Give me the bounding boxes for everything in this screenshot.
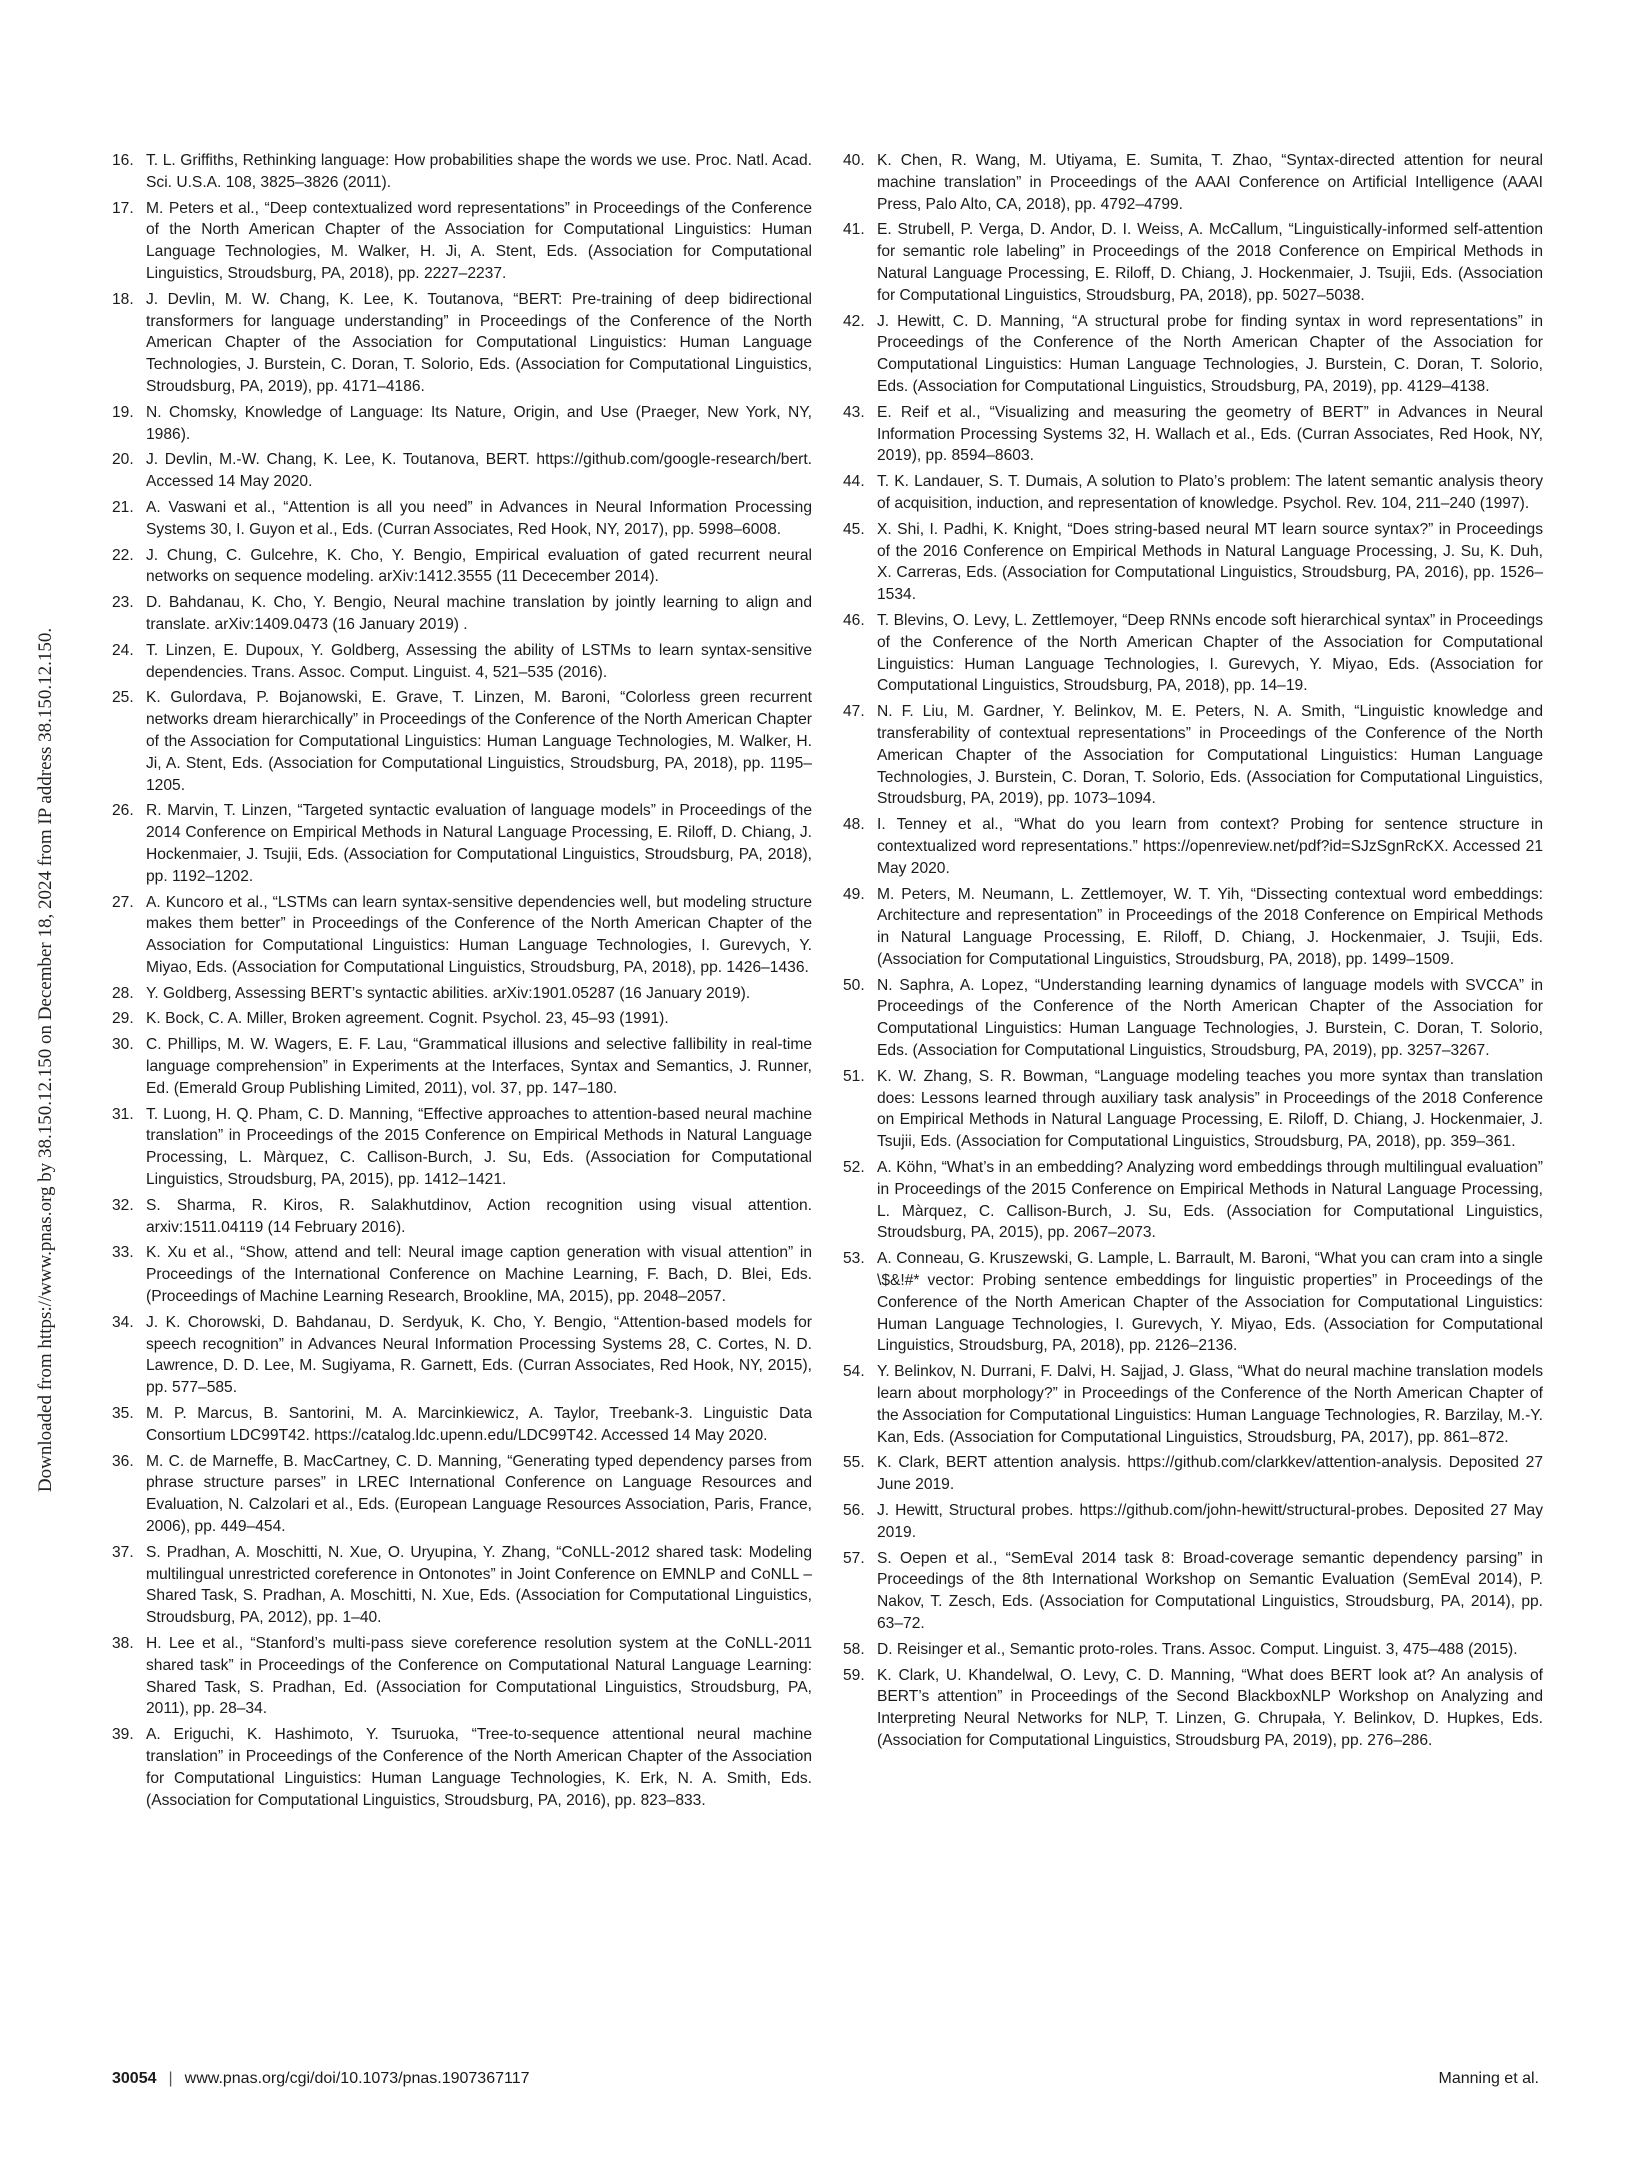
- reference-text: J. Chung, C. Gulcehre, K. Cho, Y. Bengio, Empirical evaluation of gated recurrent neural networks on sequence modeling. arXiv:1412.3555 (11 Dececember 2014).: [146, 546, 812, 586]
- reference-text: S. Oepen et al., “SemEval 2014 task 8: Broad-coverage semantic dependency parsing” in Proceedings of the 8th International Workshop on Semantic Evaluation (SemEval 2014), P. Nakov, T. Zesch, Eds. (Association for Computational Linguistics, Stroudsburg, PA, 2014), pp. 63–72.: [877, 1549, 1543, 1632]
- reference-number: 28.: [112, 984, 134, 1002]
- reference-number: 53.: [843, 1250, 865, 1268]
- reference-item: [112, 592, 812, 636]
- reference-text: T. L. Griffiths, Rethinking language: How probabilities shape the words we use. Proc. Natl. Acad. Sci. U.S.A. 108, 3825–3826 (2011).: [146, 152, 812, 191]
- reference-text: J. Hewitt, Structural probes. https://github.com/john-hewitt/structural-probes. Deposited 27 May 2019.: [877, 1502, 1543, 1541]
- reference-text: A. Kuncoro et al., “LSTMs can learn syntax-sensitive dependencies well, but modeling structure makes them better” in Proceedings of the Conference of the North American Chapter of the Association for Computational Linguistics: Human Language Technologies, I. Gurevych, Y. Miyao, Eds. (Association for Computational Linguistics, Stroudsburg, PA, 2018), pp. 1426–1436.: [146, 893, 812, 976]
- reference-number: 48.: [843, 816, 865, 834]
- footer-separator: |: [168, 2070, 173, 2087]
- reference-number: 27.: [112, 893, 134, 911]
- reference-item: [112, 1312, 812, 1399]
- reference-item: [843, 150, 1543, 215]
- reference-item: [112, 687, 812, 796]
- reference-number: 26.: [112, 802, 134, 820]
- reference-item: [112, 1008, 812, 1030]
- reference-item: [112, 289, 812, 398]
- reference-text: D. Reisinger et al., Semantic proto-roles. Trans. Assoc. Comput. Linguist. 3, 475–488 (2015).: [877, 1640, 1518, 1658]
- reference-number: 51.: [843, 1067, 865, 1085]
- reference-number: 59.: [843, 1666, 865, 1684]
- reference-number: 25.: [112, 689, 134, 707]
- reference-item: [843, 1500, 1543, 1544]
- reference-text: M. Peters, M. Neumann, L. Zettlemoyer, W. T. Yih, “Dissecting contextual word embeddings: Architecture and representation” in Proceedings of the 2018 Conference on Empirical Methods in Natural Language Processing, E. Riloff, D. Chiang, J. Hockenmaier, J. Tsujii, Eds. (Association for Computational Linguistics, Stroudsburg, PA, 2018), pp. 1499–1509.: [877, 885, 1543, 968]
- reference-text: J. K. Chorowski, D. Bahdanau, D. Serdyuk, K. Cho, Y. Bengio, “Attention-based models for speech recognition” in Advances Neural Information Processing Systems 28, C. Cortes, N. D. Lawrence, D. D. Lee, M. Sugiyama, R. Garnett, Eds. (Curran Associates, Red Hook, NY, 2015), pp. 577–585.: [146, 1313, 812, 1397]
- footer-authors: Manning et al.: [1438, 2070, 1539, 2087]
- reference-number: 33.: [112, 1244, 134, 1262]
- reference-number: 37.: [112, 1543, 134, 1561]
- reference-text: X. Shi, I. Padhi, K. Knight, “Does string-based neural MT learn source syntax?” in Proceedings of the 2016 Conference on Empirical Methods in Natural Language Processing, J. Su, K. Duh, X. Carreras, Eds. (Association for Computational Linguistics, Stroudsburg, PA, 2016), pp. 1526–1534.: [877, 520, 1543, 604]
- reference-item: [843, 1452, 1543, 1496]
- reference-number: 43.: [843, 403, 865, 421]
- reference-text: E. Strubell, P. Verga, D. Andor, D. I. Weiss, A. McCallum, “Linguistically-informed self-attention for semantic role labeling” in Proceedings of the 2018 Conference on Empirical Methods in Natural Language Processing, E. Riloff, D. Chiang, J. Hockenmaier, J. Tsujii, Eds. (Association for Computational Linguistics, Stroudsburg, PA, 2018), pp. 5027–5038.: [877, 221, 1543, 304]
- reference-text: K. Gulordava, P. Bojanowski, E. Grave, T. Linzen, M. Baroni, “Colorless green recurrent networks dream hierarchically” in Proceedings of the Conference of the North American Chapter of the Association for Computational Linguistics: Human Language Technologies, M. Walker, H. Ji, A. Stent, Eds. (Association for Computational Linguistics, Stroudsburg, PA, 2018), pp. 1195–1205.: [146, 689, 812, 794]
- reference-text: N. F. Liu, M. Gardner, Y. Belinkov, M. E. Peters, N. A. Smith, “Linguistic knowledge and transferability of contextual representations” in Proceedings of the Conference of the North American Chapter of the Association for Computational Linguistics: Human Language Technologies, J. Burstein, C. Doran, T. Solorio, Eds. (Association for Computational Linguistics, Stroudsburg, PA, 2019), pp. 1073–1094.: [877, 703, 1543, 808]
- reference-number: 56.: [843, 1502, 865, 1520]
- reference-number: 30.: [112, 1036, 134, 1054]
- references-right-column: [843, 150, 1543, 1756]
- reference-item: [112, 1403, 812, 1447]
- reference-item: [112, 449, 812, 493]
- page-footer: [112, 2070, 1539, 2088]
- reference-item: [112, 1104, 812, 1191]
- reference-text: A. Vaswani et al., “Attention is all you need” in Advances in Neural Information Processing Systems 30, I. Guyon et al., Eds. (Curran Associates, Red Hook, NY, 2017), pp. 5998–6008.: [146, 498, 812, 538]
- reference-text: T. Luong, H. Q. Pham, C. D. Manning, “Effective approaches to attention-based neural machine translation” in Proceedings of the 2015 Conference on Empirical Methods in Natural Language Processing, L. Màrquez, C. Callison-Burch, J. Su, Eds. (Association for Computational Linguistics, Stroudsburg, PA, 2015), pp. 1412–1421.: [146, 1105, 812, 1189]
- reference-text: C. Phillips, M. W. Wagers, E. F. Lau, “Grammatical illusions and selective fallibility in real-time language comprehension” in Experiments at the Interfaces, Syntax and Semantics, J. Runner, Ed. (Emerald Group Publishing Limited, 2011), vol. 37, pp. 147–180.: [146, 1036, 812, 1097]
- reference-text: A. Conneau, G. Kruszewski, G. Lample, L. Barrault, M. Baroni, “What you can cram into a single \$&!#* vector: Probing sentence embeddings for linguistic properties” in Proceedings of the Conference of the North American Chapter of the Association for Computational Linguistics: Human Language Technologies, I. Gurevych, Y. Miyao, Eds. (Association for Computational Linguistics, Stroudsburg, PA, 2018), pp. 2126–2136.: [877, 1250, 1543, 1355]
- reference-item: [843, 1157, 1543, 1244]
- reference-number: 35.: [112, 1405, 134, 1423]
- reference-text: K. Clark, U. Khandelwal, O. Levy, C. D. Manning, “What does BERT look at? An analysis of BERT’s attention” in Proceedings of the Second BlackboxNLP Workshop on Analyzing and Interpreting Neural Networks for NLP, T. Linzen, G. Chrupała, Y. Belinkov, D. Hupkes, Eds. (Association for Computational Linguistics, Stroudsburg PA, 2019), pp. 276–286.: [877, 1666, 1543, 1749]
- reference-text: S. Sharma, R. Kiros, R. Salakhutdinov, Action recognition using visual attention. arxiv:1511.04119 (14 February 2016).: [146, 1196, 812, 1236]
- reference-number: 49.: [843, 885, 865, 903]
- reference-number: 18.: [112, 290, 134, 308]
- reference-number: 50.: [843, 976, 865, 994]
- reference-item: [843, 1665, 1543, 1752]
- reference-number: 39.: [112, 1726, 134, 1744]
- reference-number: 32.: [112, 1196, 134, 1214]
- reference-item: [112, 1542, 812, 1629]
- page-number: 30054: [112, 2070, 157, 2087]
- reference-number: 29.: [112, 1010, 134, 1028]
- reference-item: [843, 701, 1543, 810]
- reference-number: 16.: [112, 152, 134, 169]
- reference-item: [843, 1248, 1543, 1357]
- reference-number: 23.: [112, 594, 134, 612]
- reference-item: [843, 1548, 1543, 1635]
- reference-item: [112, 1724, 812, 1811]
- reference-item: [112, 1633, 812, 1720]
- reference-number: 40.: [843, 152, 865, 169]
- reference-text: N. Chomsky, Knowledge of Language: Its Nature, Origin, and Use (Praeger, New York, NY, 1986).: [146, 403, 812, 443]
- reference-item: [843, 1361, 1543, 1448]
- reference-text: T. K. Landauer, S. T. Dumais, A solution to Plato’s problem: The latent semantic analysis theory of acquisition, induction, and representation of knowledge. Psychol. Rev. 104, 211–240 (1997).: [877, 473, 1543, 512]
- reference-item: [843, 1066, 1543, 1153]
- download-watermark: Downloaded from https://www.pnas.org by 38.150.12.150 on December 18, 2024 from IP address 38.150.12.150.: [35, 627, 56, 1493]
- reference-item: [112, 983, 812, 1005]
- reference-text: E. Reif et al., “Visualizing and measuring the geometry of BERT” in Advances in Neural Information Processing Systems 32, H. Wallach et al., Eds. (Curran Associates, Red Hook, NY, 2019), pp. 8594–8603.: [877, 403, 1543, 465]
- reference-text: H. Lee et al., “Stanford’s multi-pass sieve coreference resolution system at the CoNLL-2011 shared task” in Proceedings of the Conference on Computational Natural Language Learning: Shared Task, S. Pradhan, Ed. (Association for Computational Linguistics, Stroudsburg, PA, 2011), pp. 28–34.: [146, 1635, 812, 1718]
- reference-item: [843, 1639, 1543, 1661]
- reference-text: M. P. Marcus, B. Santorini, M. A. Marcinkiewicz, A. Taylor, Treebank-3. Linguistic Data Consortium LDC99T42. https://catalog.ldc.upenn.edu/LDC99T42. Accessed 14 May 2020.: [146, 1405, 812, 1444]
- reference-number: 20.: [112, 451, 134, 469]
- reference-item: [112, 1034, 812, 1099]
- reference-number: 58.: [843, 1640, 865, 1658]
- reference-number: 41.: [843, 221, 865, 239]
- reference-number: 47.: [843, 703, 865, 721]
- reference-text: Y. Belinkov, N. Durrani, F. Dalvi, H. Sajjad, J. Glass, “What do neural machine translation models learn about morphology?” in Proceedings of the Conference of the North American Chapter of the Association for Computational Linguistics: Human Language Technologies, R. Barzilay, M.-Y. Kan, Eds. (Association for Computational Linguistics, Stroudsburg, PA, 2017), pp. 861–872.: [877, 1363, 1543, 1446]
- reference-number: 44.: [843, 473, 865, 491]
- reference-text: A. Köhn, “What’s in an embedding? Analyzing word embeddings through multilingual evaluation” in Proceedings of the 2015 Conference on Empirical Methods in Natural Language Processing, L. Màrquez, C. Callison-Burch, J. Su, Eds. (Association for Computational Linguistics, Stroudsburg, PA, 2015), pp. 2067–2073.: [877, 1159, 1543, 1242]
- reference-number: 42.: [843, 312, 865, 330]
- reference-item: [112, 1242, 812, 1307]
- reference-item: [112, 800, 812, 887]
- reference-item: [843, 884, 1543, 971]
- reference-item: [843, 519, 1543, 606]
- reference-number: 52.: [843, 1159, 865, 1177]
- doi-link[interactable]: www.pnas.org/cgi/doi/10.1073/pnas.1907367117: [184, 2070, 530, 2087]
- reference-text: S. Pradhan, A. Moschitti, N. Xue, O. Uryupina, Y. Zhang, “CoNLL-2012 shared task: Modeling multilingual unrestricted coreference in Ontonotes” in Joint Conference on EMNLP and CoNLL – Shared Task, S. Pradhan, A. Moschitti, N. Xue, Eds. (Association for Computational Linguistics, Stroudsburg, PA, 2012), pp. 1–40.: [146, 1543, 812, 1627]
- reference-text: T. Blevins, O. Levy, L. Zettlemoyer, “Deep RNNs encode soft hierarchical syntax” in Proceedings of the Conference of the North American Chapter of the Association for Computational Linguistics: Human Language Technologies, I. Gurevych, Y. Miyao, Eds. (Association for Computational Linguistics, Stroudsburg, PA, 2018), pp. 14–19.: [877, 611, 1543, 695]
- reference-number: 57.: [843, 1549, 865, 1567]
- reference-number: 45.: [843, 520, 865, 538]
- reference-text: K. Clark, BERT attention analysis. https://github.com/clarkkev/attention-analysis. Deposited 27 June 2019.: [877, 1454, 1543, 1494]
- reference-number: 24.: [112, 641, 134, 659]
- reference-text: J. Devlin, M. W. Chang, K. Lee, K. Toutanova, “BERT: Pre-training of deep bidirectional transformers for language understanding” in Proceedings of the Conference of the North American Chapter of the Association for Computational Linguistics: Human Language Technologies, J. Burstein, C. Doran, T. Solorio, Eds. (Association for Computational Linguistics, Stroudsburg, PA, 2019), pp. 4171–4186.: [146, 290, 812, 395]
- reference-text: R. Marvin, T. Linzen, “Targeted syntactic evaluation of language models” in Proceedings of the 2014 Conference on Empirical Methods in Natural Language Processing, E. Riloff, D. Chiang, J. Hockenmaier, J. Tsujii, Eds. (Association for Computational Linguistics, Stroudsburg, PA, 2018), pp. 1192–1202.: [146, 802, 812, 885]
- reference-number: 34.: [112, 1313, 134, 1331]
- reference-item: [843, 975, 1543, 1062]
- reference-item: [112, 892, 812, 979]
- reference-number: 36.: [112, 1452, 134, 1470]
- reference-number: 19.: [112, 403, 134, 421]
- reference-item: [112, 198, 812, 285]
- reference-text: A. Eriguchi, K. Hashimoto, Y. Tsuruoka, “Tree-to-sequence attentional neural machine translation” in Proceedings of the Conference of the North American Chapter of the Association for Computational Linguistics: Human Language Technologies, K. Erk, N. A. Smith, Eds. (Association for Computational Linguistics, Stroudsburg, PA, 2016), pp. 823–833.: [146, 1726, 812, 1809]
- reference-number: 17.: [112, 199, 134, 217]
- reference-text: Y. Goldberg, Assessing BERT’s syntactic abilities. arXiv:1901.05287 (16 January 2019).: [146, 984, 751, 1002]
- reference-text: T. Linzen, E. Dupoux, Y. Goldberg, Assessing the ability of LSTMs to learn syntax-sensitive dependencies. Trans. Assoc. Comput. Linguist. 4, 521–535 (2016).: [146, 641, 812, 681]
- reference-text: N. Saphra, A. Lopez, “Understanding learning dynamics of language models with SVCCA” in Proceedings of the Conference of the North American Chapter of the Association for Computational Linguistics: Human Language Technologies, J. Burstein, C. Doran, T. Solorio, Eds. (Association for Computational Linguistics, Stroudsburg, PA, 2019), pp. 3257–3267.: [877, 976, 1543, 1060]
- reference-item: [843, 471, 1543, 515]
- reference-number: 21.: [112, 498, 134, 516]
- reference-text: K. Chen, R. Wang, M. Utiyama, E. Sumita, T. Zhao, “Syntax-directed attention for neural machine translation” in Proceedings of the AAAI Conference on Artificial Intelligence (AAAI Press, Palo Alto, CA, 2018), pp. 4792–4799.: [877, 152, 1543, 213]
- reference-item: [843, 219, 1543, 306]
- reference-item: [112, 497, 812, 541]
- reference-item: [112, 640, 812, 684]
- reference-text: I. Tenney et al., “What do you learn from context? Probing for sentence structure in contextualized word representations.” https://openreview.net/pdf?id=SJzSgnRcKX. Accessed 21 May 2020.: [877, 816, 1543, 877]
- reference-text: K. Bock, C. A. Miller, Broken agreement. Cognit. Psychol. 23, 45–93 (1991).: [146, 1010, 669, 1028]
- reference-number: 55.: [843, 1454, 865, 1472]
- reference-item: [112, 402, 812, 446]
- reference-number: 31.: [112, 1105, 134, 1123]
- references-left-column: [112, 150, 812, 1815]
- reference-item: [843, 402, 1543, 467]
- reference-number: 54.: [843, 1363, 865, 1381]
- reference-text: M. Peters et al., “Deep contextualized word representations” in Proceedings of the Conference of the North American Chapter of the Association for Computational Linguistics: Human Language Technologies, M. Walker, H. Ji, A. Stent, Eds. (Association for Computational Linguistics, Stroudsburg, PA, 2018), pp. 2227–2237.: [146, 199, 812, 282]
- reference-number: 46.: [843, 611, 865, 629]
- reference-text: K. Xu et al., “Show, attend and tell: Neural image caption generation with visual attention” in Proceedings of the International Conference on Machine Learning, F. Bach, D. Blei, Eds. (Proceedings of Machine Learning Research, Brookline, MA, 2015), pp. 2048–2057.: [146, 1244, 812, 1306]
- reference-item: [843, 610, 1543, 697]
- reference-item: [112, 150, 812, 194]
- reference-number: 22.: [112, 546, 134, 564]
- reference-item: [843, 311, 1543, 398]
- reference-text: J. Devlin, M.-W. Chang, K. Lee, K. Toutanova, BERT. https://github.com/google-research/bert. Accessed 14 May 2020.: [146, 451, 812, 491]
- reference-text: D. Bahdanau, K. Cho, Y. Bengio, Neural machine translation by jointly learning to align and translate. arXiv:1409.0473 (16 January 2019) .: [146, 594, 812, 633]
- reference-text: M. C. de Marneffe, B. MacCartney, C. D. Manning, “Generating typed dependency parses from phrase structure parses” in LREC International Conference on Language Resources and Evaluation, N. Calzolari et al., Eds. (European Language Resources Association, Paris, France, 2006), pp. 449–454.: [146, 1452, 812, 1536]
- reference-item: [112, 1451, 812, 1538]
- reference-text: J. Hewitt, C. D. Manning, “A structural probe for finding syntax in word representations” in Proceedings of the Conference of the North American Chapter of the Association for Computational Linguistics: Human Language Technologies, J. Burstein, C. Doran, T. Solorio, Eds. (Association for Computational Linguistics, Stroudsburg, PA, 2019), pp. 4129–4138.: [877, 312, 1543, 395]
- reference-text: K. W. Zhang, S. R. Bowman, “Language modeling teaches you more syntax than translation does: Lessons learned through auxiliary task analysis” in Proceedings of the 2018 Conference on Empirical Methods in Natural Language Processing, E. Riloff, D. Chiang, J. Hockenmaier, J. Tsujii, Eds. (Association for Computational Linguistics, Stroudsburg, PA, 2018), pp. 359–361.: [877, 1067, 1543, 1151]
- reference-item: [843, 814, 1543, 879]
- reference-item: [112, 545, 812, 589]
- reference-item: [112, 1195, 812, 1239]
- reference-number: 38.: [112, 1635, 134, 1652]
